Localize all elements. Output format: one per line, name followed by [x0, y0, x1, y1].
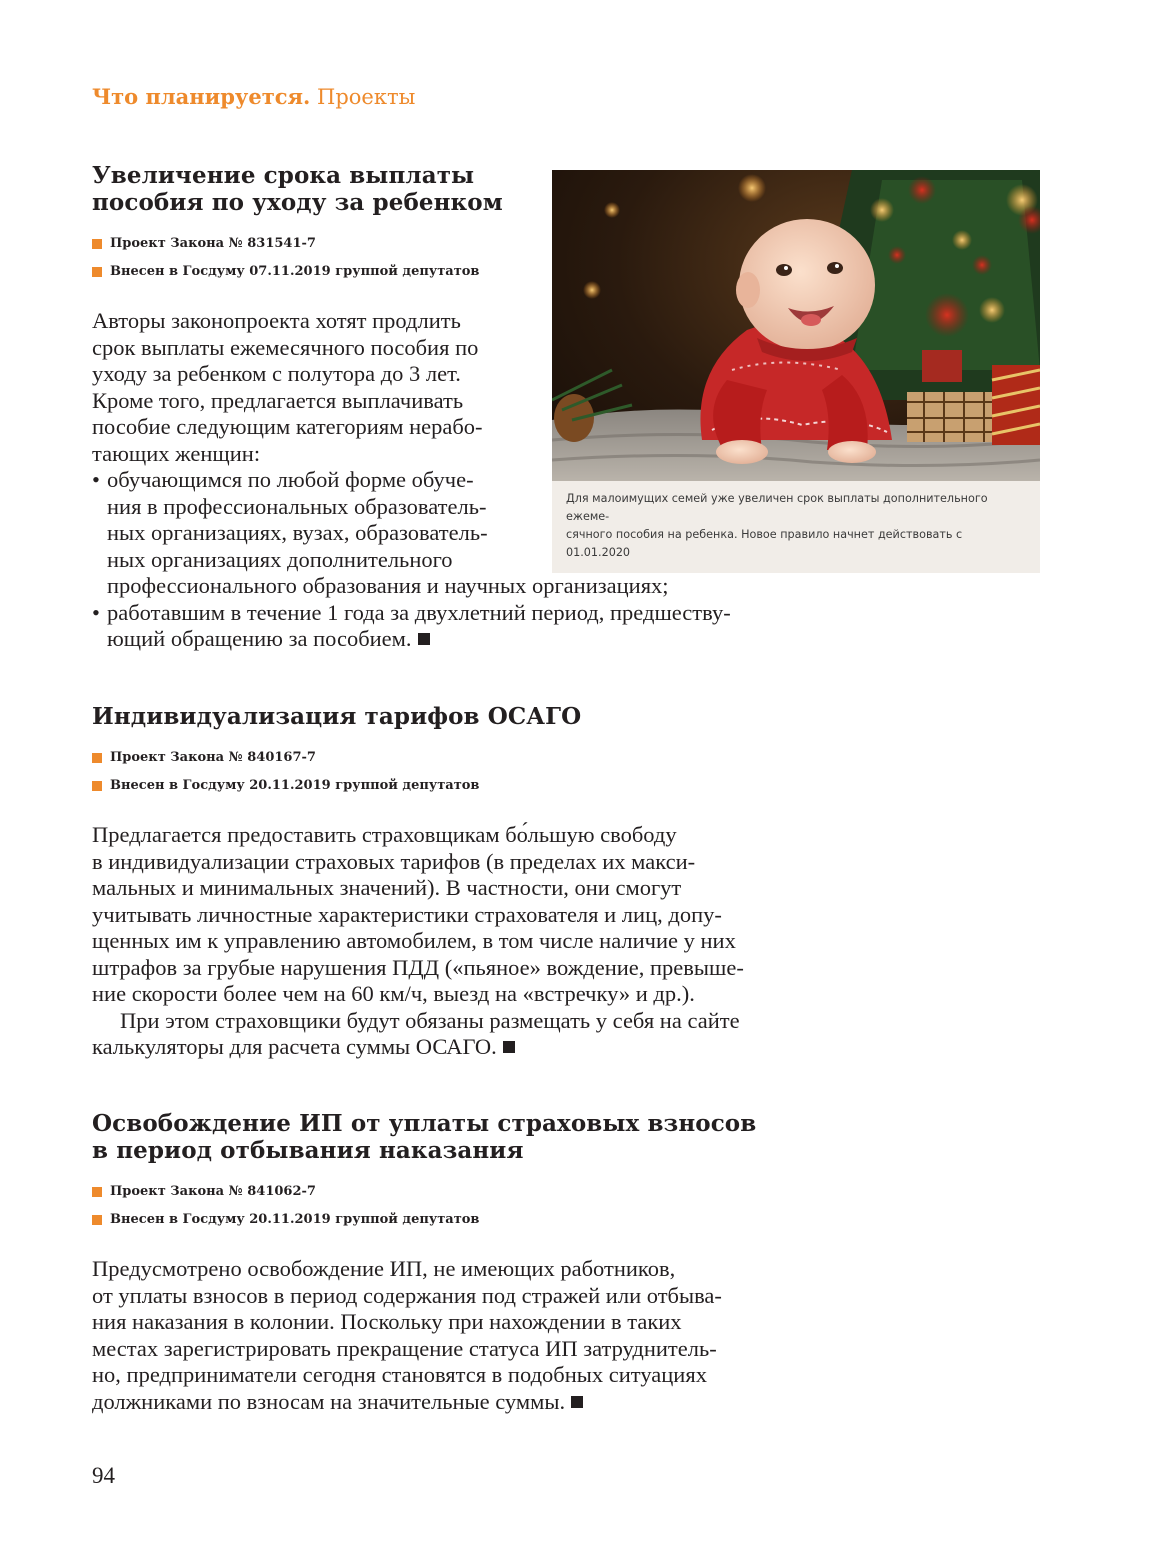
running-head-section: Что планируется. — [92, 84, 311, 109]
text-line: ных организациях дополнительного — [107, 546, 453, 572]
text-line: должниками по взносам на значительные суммы. — [92, 1388, 566, 1414]
text-line: щенных им к управлению автомобилем, в том числе наличие у них — [92, 928, 736, 953]
text-line: мальных и минимальных значений). В частности, они смогут — [92, 875, 682, 900]
text-line: калькуляторы для расчета суммы ОСАГО. — [92, 1034, 497, 1059]
page-number: 94 — [92, 1463, 115, 1488]
text-line: работавшим в течение 1 года за двухлетний период, предшеству- — [107, 599, 731, 625]
text-line: ющий обращению за пособием. — [107, 626, 412, 651]
text-line: от уплаты взносов в период содержания под стражей или отбыва- — [92, 1282, 722, 1308]
end-of-article-icon — [503, 1041, 515, 1053]
orange-square-icon — [92, 1187, 102, 1197]
text-line: срок выплаты ежемесячного пособия по — [92, 334, 479, 360]
text-line: но, предприниматели сегодня становятся в подобных ситуациях — [92, 1362, 707, 1387]
text-line: ния в профессиональных образователь- — [107, 493, 487, 519]
baby-photo — [552, 170, 1040, 481]
orange-square-icon — [92, 753, 102, 763]
section-body — [92, 1256, 792, 1415]
paragraph — [92, 1256, 792, 1415]
orange-square-icon — [92, 781, 102, 791]
caption-line: Для малоимущих семей уже увеличен срок выплаты дополнительного ежеме- — [566, 492, 988, 523]
bill-number-text: Проект Закона № 841062-7 — [110, 1184, 316, 1199]
bill-submitted-text: Внесен в Госдуму 07.11.2019 группой депутатов — [110, 264, 480, 279]
bill-number — [92, 1178, 792, 1206]
bullet-item — [92, 600, 792, 653]
bill-meta — [92, 744, 792, 800]
bill-meta — [92, 1178, 792, 1234]
bill-submitted — [92, 772, 792, 800]
text-line: пособие следующим категориям нерабо- — [92, 414, 483, 439]
photo-figure — [552, 170, 1040, 573]
end-of-article-icon — [571, 1396, 583, 1408]
running-head — [92, 84, 415, 110]
text-line: в индивидуализации страховых тарифов (в пределах их макси- — [92, 848, 696, 874]
end-of-article-icon — [418, 633, 430, 645]
photo-caption — [552, 481, 1040, 573]
orange-square-icon — [92, 267, 102, 277]
text-line: ных организациях, вузах, образователь- — [107, 520, 488, 545]
paragraph — [92, 822, 792, 1008]
text-line: Кроме того, предлагается выплачивать — [92, 387, 464, 413]
bill-submitted-text: Внесен в Госдуму 20.11.2019 группой депутатов — [110, 778, 480, 793]
text-line: Предлагается предоставить страховщикам бо́льшую свободу — [92, 822, 677, 847]
orange-square-icon — [92, 239, 102, 249]
running-head-subsection: Проекты — [310, 85, 416, 109]
text-line: местах зарегистрировать прекращение статуса ИП затруднитель- — [92, 1335, 717, 1361]
text-line: тающих женщин: — [92, 440, 261, 466]
title-line: Индивидуализация тарифов ОСАГО — [92, 703, 582, 730]
title-line: Освобождение ИП от уплаты страховых взносов — [92, 1110, 757, 1137]
text-line: Предусмотрено освобождение ИП, не имеющих работников, — [92, 1256, 676, 1281]
text-line: обучающимся по любой форме обуче- — [107, 467, 474, 492]
bill-submitted — [92, 1206, 792, 1234]
text-line: ния наказания в колонии. Поскольку при нахождении в таких — [92, 1309, 682, 1334]
bill-submitted-text: Внесен в Госдуму 20.11.2019 группой депутатов — [110, 1212, 480, 1227]
paragraph — [92, 1008, 792, 1061]
section-ip-contributions — [92, 1110, 792, 1415]
text-line: учитывать личностные характеристики страхователя и лиц, допу- — [92, 901, 722, 927]
section-title — [92, 1110, 792, 1164]
text-line: Авторы законопроекта хотят продлить — [92, 308, 461, 333]
section-body — [92, 822, 792, 1061]
text-line: При этом страховщики будут обязаны размещать у себя на сайте — [120, 1007, 740, 1033]
text-line: профессионального образования и научных организациях; — [107, 573, 669, 598]
bill-number-text: Проект Закона № 831541-7 — [110, 236, 316, 251]
orange-square-icon — [92, 1215, 102, 1225]
section-osago-tariffs — [92, 703, 792, 1061]
bill-number — [92, 744, 792, 772]
section-title — [92, 703, 792, 730]
text-line: ние скорости более чем на 60 км/ч, выезд на «встречку» и др.). — [92, 981, 695, 1006]
title-line: пособия по уходу за ребенком — [92, 189, 503, 216]
baby-christmas-illustration — [552, 170, 1040, 481]
text-line: штрафов за грубые нарушения ПДД («пьяное» вождение, превыше- — [92, 954, 744, 980]
title-line: Увеличение срока выплаты — [92, 162, 475, 189]
title-line: в период отбывания наказания — [92, 1137, 524, 1164]
text-line: уходу за ребенком с полутора до 3 лет. — [92, 361, 461, 386]
bill-number-text: Проект Закона № 840167-7 — [110, 750, 316, 765]
caption-line: сячного пособия на ребенка. Новое правило начнет действовать с 01.01.2020 — [566, 528, 963, 559]
